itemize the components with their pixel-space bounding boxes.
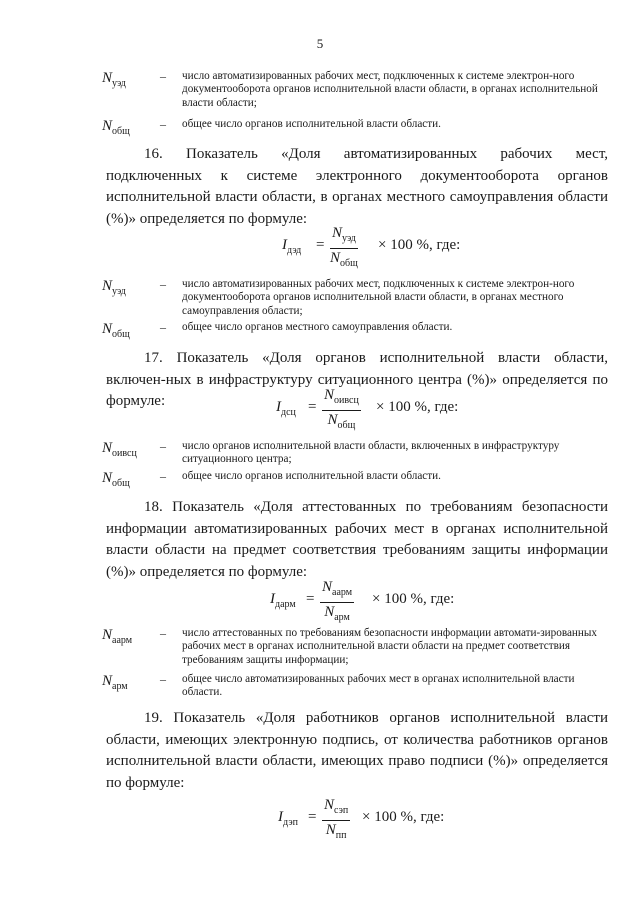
- paragraph-number: 18.: [144, 499, 163, 515]
- paragraph-16: [106, 144, 608, 230]
- definition-symbol: $N_{уэд}$: [102, 70, 126, 89]
- paragraph-number: 19.: [144, 710, 163, 726]
- formula-lhs: $I_{дсц}$: [276, 399, 296, 418]
- definition-text: общее число автоматизированных рабочих мест в органах исполнительной власти области.: [182, 673, 575, 699]
- formula-tail: × 100 %, где:: [362, 809, 445, 825]
- paragraph-text: Показатель «Доля работников органов исполнительной власти области, имеющих электронную подпись, от количества работников органов исполнительной власти области, имеющих право подписи (%)» определяется по формуле:: [106, 710, 608, 791]
- definition-n-obshch-local: [102, 320, 602, 340]
- definition-dash: –: [160, 320, 166, 334]
- page-number: 5: [316, 36, 324, 51]
- definition-n-arm: [102, 673, 602, 703]
- fraction-numerator: $N_{аарм}$: [322, 579, 353, 598]
- definition-symbol: $N_{арм}$: [102, 673, 128, 692]
- definition-symbol: $N_{аарм}$: [102, 627, 133, 646]
- formula-fraction: [322, 796, 350, 845]
- formula-lhs: $I_{дэп}$: [278, 809, 298, 828]
- definition-n-obshch: [102, 117, 602, 137]
- paragraph-text: Показатель «Доля аттестованных по требованиям безопасности информации автоматизированных рабочих мест в органах исполнительной власти области на предмет соответствия требованиям защиты информации (%)» определяется по формуле:: [106, 499, 608, 580]
- fraction-numerator: $N_{оивсц}$: [324, 387, 359, 406]
- definition-n-oivsc: [102, 440, 602, 470]
- paragraph-number: 17.: [144, 350, 163, 366]
- definition-text: число автоматизированных рабочих мест, подключенных к системе электрон-ного документооборота органов исполнительной власти области, в органах местного самоуправления области;: [182, 278, 575, 317]
- definition-text: общее число органов исполнительной власти области.: [182, 118, 441, 130]
- paragraph-18: [106, 497, 608, 583]
- fraction-denominator: $N_{общ}$: [327, 412, 356, 431]
- formula-equals: =: [308, 399, 317, 415]
- definition-dash: –: [160, 117, 166, 131]
- formula-lhs: $I_{дэд}$: [282, 237, 302, 256]
- fraction-denominator: $N_{арм}$: [324, 604, 350, 623]
- definition-symbol: $N_{общ}$: [102, 321, 130, 340]
- definition-n-aarm: [102, 627, 602, 671]
- formula-19: [0, 796, 640, 840]
- definition-symbol: $N_{оивсц}$: [102, 440, 137, 459]
- definition-text: число аттестованных по требованиям безопасности информации автомати-зированных рабочих мест в органах исполнительной власти области на предмет соответствия требованиям защиты информации;: [182, 627, 598, 666]
- definition-dash: –: [160, 69, 166, 83]
- definition-n-ued: [102, 70, 602, 114]
- formula-16: [0, 224, 640, 268]
- formula-lhs: $I_{дарм}$: [270, 591, 296, 610]
- fraction-denominator: $N_{общ}$: [330, 250, 358, 269]
- formula-equals: =: [308, 809, 317, 825]
- definition-symbol: $N_{общ}$: [102, 470, 130, 489]
- definition-text: число автоматизированных рабочих мест, подключенных к системе электрон-ного документооборота органов исполнительной власти области, в органах исполнительной власти области;: [182, 70, 598, 109]
- formula-fraction: [330, 224, 358, 273]
- definition-text: число органов исполнительной власти области, включенных в инфраструктуру ситуационного центра;: [182, 440, 560, 466]
- paragraph-text: Показатель «Доля автоматизированных рабочих мест, подключенных к системе электронного документооборота органов исполнительной власти области, в органах местного самоуправления области (%)» определяется по формуле:: [106, 146, 608, 227]
- formula-equals: =: [306, 591, 315, 607]
- definition-dash: –: [160, 277, 166, 291]
- fraction-denominator: $N_{пп}$: [325, 822, 347, 841]
- definition-symbol: $N_{общ}$: [102, 118, 130, 137]
- formula-tail: × 100 %, где:: [372, 591, 455, 607]
- formula-fraction: [322, 386, 361, 435]
- definition-n-ued-local: [102, 278, 602, 322]
- definition-text: общее число органов исполнительной власти области.: [182, 470, 441, 482]
- formula-equals: =: [316, 237, 325, 253]
- formula-17: [0, 386, 640, 430]
- formula-fraction: [320, 578, 354, 627]
- formula-tail: × 100 %, где:: [376, 399, 459, 415]
- fraction-numerator: $N_{уэд}$: [332, 225, 356, 244]
- formula-tail: × 100 %, где:: [378, 237, 461, 253]
- fraction-numerator: $N_{сэп}$: [324, 797, 349, 816]
- definition-dash: –: [160, 469, 166, 483]
- definition-symbol: $N_{уэд}$: [102, 278, 126, 297]
- definition-n-obshch-2: [102, 469, 602, 489]
- definition-dash: –: [160, 672, 166, 686]
- definition-dash: –: [160, 439, 166, 453]
- paragraph-text: Показатель «Доля органов исполнительной власти области, включен-ных в инфраструктуру ситуационного центра (%)» определяется по формуле:: [106, 350, 609, 410]
- formula-18: [0, 578, 640, 622]
- paragraph-number: 16.: [144, 146, 163, 162]
- paragraph-19: [106, 708, 608, 794]
- definition-text: общее число органов местного самоуправления области.: [182, 321, 453, 333]
- definition-dash: –: [160, 626, 166, 640]
